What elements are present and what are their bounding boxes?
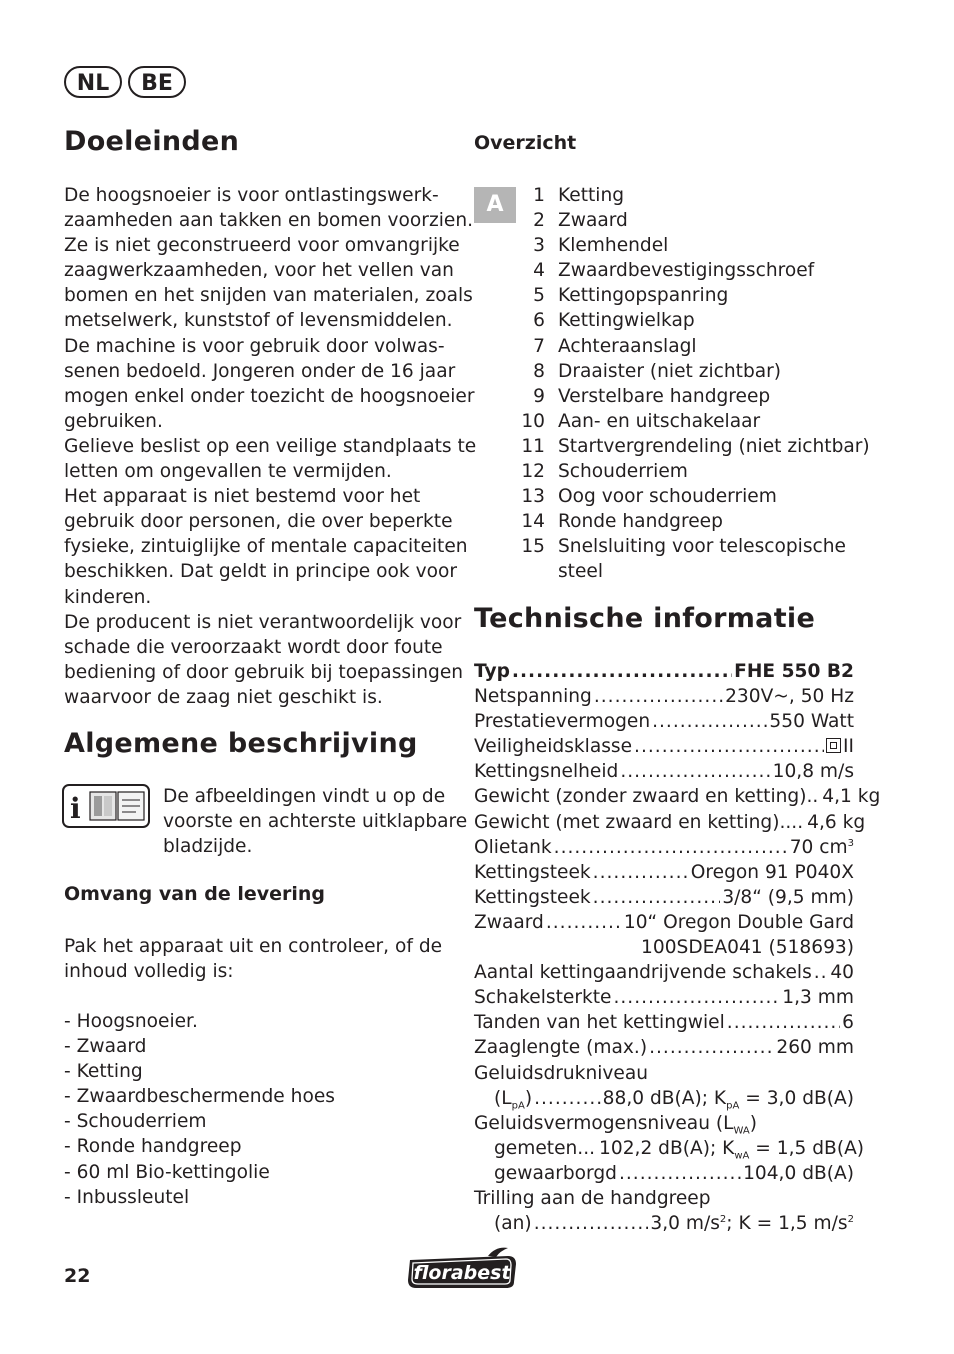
delivery-intro-line: inhoud volledig is: xyxy=(64,961,234,983)
spec-row-vib: (an) ..... 3,0 $m/s^2$; K = 1,5 $m/s^2$ xyxy=(474,1211,854,1236)
overview-item-number: 6 xyxy=(533,310,545,332)
spec-row-bar-cont: 100SDEA041 (518693) xyxy=(641,937,854,959)
overview-item xyxy=(515,359,870,384)
overview-item-label: Snelsluiting voor telescopische xyxy=(558,536,846,558)
heading-omvang-levering: Omvang van de levering xyxy=(64,883,326,905)
overview-item-label: Ketting xyxy=(558,185,625,206)
overview-item-label: Aan- en uitschakelaar xyxy=(558,410,761,432)
overview-item xyxy=(515,534,870,559)
overview-item xyxy=(515,409,870,434)
delivery-item: - Inbussleutel xyxy=(64,1186,190,1208)
overview-item-label: Zwaard xyxy=(558,210,628,232)
overview-item-number: 9 xyxy=(533,385,545,407)
delivery-intro-line: Pak het apparaat uit en controleer, of de xyxy=(64,936,443,957)
heading-doeleinden: Doeleinden xyxy=(64,126,240,157)
overview-item xyxy=(515,509,870,534)
purpose-line: bomen en het snijden van materialen, zoals xyxy=(64,285,473,307)
purpose-line: Het apparaat is niet bestemd voor het xyxy=(64,486,421,508)
overview-item-label: Schouderriem xyxy=(558,461,688,483)
class-ii-icon xyxy=(826,738,841,753)
purpose-line: gebruiken. xyxy=(64,410,163,432)
heading-algemene-beschrijving: Algemene beschrijving xyxy=(64,728,418,759)
overview-item-label: Oog voor schouderriem xyxy=(558,486,777,508)
purpose-line: Ze is niet geconstrueerd voor omvangrijke xyxy=(64,235,460,257)
overview-item-number: 11 xyxy=(521,435,545,457)
general-line: bladzijde. xyxy=(163,836,253,858)
overview-item xyxy=(515,308,870,333)
overview-item xyxy=(515,459,870,484)
purpose-line: beschikken. Dat geldt in principe ook voor xyxy=(64,561,457,583)
svg-text:i: i xyxy=(70,792,81,825)
purpose-line: zaagwerkzaamheden, voor het vellen van xyxy=(64,260,454,282)
general-line: voorste en achterste uitklapbare xyxy=(163,811,468,833)
overview-item xyxy=(515,434,870,459)
spec-row-weight1: Gewicht (zonder zwaard en ketting).. 4,1 kg xyxy=(474,786,881,808)
spec-row-weight2: Gewicht (met zwaard en ketting).... 4,6 kg xyxy=(474,811,866,833)
overview-item-label: steel xyxy=(558,561,604,583)
overview-item xyxy=(515,183,870,208)
spec-row-measured: gemeten... 102,2 dB(A); $K_{wA} = 1,5$ dB(A) xyxy=(494,1137,865,1162)
purpose-line: letten om ongevallen te vermijden. xyxy=(64,461,392,483)
spec-row-spl-label: Geluidsdrukniveau xyxy=(474,1062,649,1084)
purpose-line: gebruik door personen, die over beperkte xyxy=(64,511,453,533)
overview-item-number: 4 xyxy=(533,260,545,282)
heading-overzicht: Overzicht xyxy=(474,132,577,154)
figure-a-badge: A xyxy=(474,187,516,223)
spec-table xyxy=(474,659,881,1236)
overview-item-number: 1 xyxy=(533,185,545,206)
spec-row-teeth: Tanden van het kettingwiel ..... 6 xyxy=(474,1010,854,1035)
svg-text:florabest: florabest xyxy=(413,1262,511,1284)
overview-item-label: Zwaardbevestigingsschroef xyxy=(558,260,815,282)
purpose-line: waarvoor de zaag niet geschikt is. xyxy=(64,686,383,708)
spec-row-swl-label: Geluidsvermogensniveau $(L_{WA})$ xyxy=(474,1112,757,1137)
overview-item-number: 12 xyxy=(521,461,545,483)
purpose-line: bediening of door gebruik bij toepassingen xyxy=(64,661,464,683)
purpose-line: schade die veroorzaakt wordt door foute xyxy=(64,636,443,658)
spec-row-oil: Olietank ..... 70 $cm^3$ xyxy=(474,835,854,860)
overview-item-number: 10 xyxy=(521,410,545,432)
overview-item-number: 5 xyxy=(533,285,545,307)
overview-item-label: Ronde handgreep xyxy=(558,511,723,533)
overview-item xyxy=(515,258,870,283)
overview-item-number: 3 xyxy=(533,235,545,257)
overview-item-label: Draaister (niet zichtbar) xyxy=(558,360,782,382)
overview-item-number: 14 xyxy=(521,511,545,533)
overview-item-number: 13 xyxy=(521,486,545,508)
general-text xyxy=(163,784,467,859)
purpose-line: De hoogsnoeier is voor ontlastingswerk- xyxy=(64,185,439,206)
florabest-logo xyxy=(404,1246,520,1290)
spec-row-voltage: Netspanning ..... 230V~, 50 Hz xyxy=(474,684,854,709)
spec-row-pitch2: Kettingsteek ..... 3/8“ (9,5 mm) xyxy=(474,885,854,910)
overview-item xyxy=(515,283,870,308)
purpose-line: fysieke, zintuiglijke of mentale capaciteiten xyxy=(64,536,468,558)
spec-row-power: Prestatievermogen ..... 550 Watt xyxy=(474,709,854,734)
overview-item-label: Verstelbare handgreep xyxy=(558,385,771,407)
spec-row-chainspeed: Kettingsnelheid ..... 10,8 m/s xyxy=(474,759,854,784)
delivery-list xyxy=(64,1009,335,1210)
spec-row-gauge: Schakelsterkte ..... 1,3 mm xyxy=(474,985,854,1010)
spec-row-cutlen: Zaaglengte (max.) ..... 260 mm xyxy=(474,1035,854,1060)
spec-row-spl: $(L_{pA})$ ..... 88,0 dB(A); $K_{pA} = 3,0$ dB(A) xyxy=(474,1086,854,1111)
purpose-line: De producent is niet verantwoordelijk voor xyxy=(64,611,462,633)
overview-item-number xyxy=(515,559,545,584)
purpose-text xyxy=(64,183,476,710)
overview-item-number: 8 xyxy=(533,360,545,382)
delivery-item: - Zwaard xyxy=(64,1036,147,1058)
overview-list xyxy=(515,183,870,585)
purpose-line: mogen enkel onder toezicht de hoogsnoeier xyxy=(64,385,475,407)
overview-item-number: 7 xyxy=(533,335,545,357)
page-number: 22 xyxy=(64,1265,91,1287)
overview-item-label: Achteraanslagl xyxy=(558,335,697,357)
spec-row-vib-label: Trilling aan de handgreep xyxy=(474,1187,711,1209)
overview-item xyxy=(515,384,870,409)
badge-nl: NL xyxy=(64,66,122,98)
overview-item-label: Startvergrendeling (niet zichtbar) xyxy=(558,435,870,457)
purpose-line: senen bedoeld. Jongeren onder de 16 jaar xyxy=(64,360,456,382)
overview-item-label: Kettingopspanring xyxy=(558,285,729,307)
overview-item xyxy=(515,233,870,258)
purpose-line: zaamheden aan takken en bomen voorzien. xyxy=(64,210,474,232)
spec-row-guaranteed: gewaarborgd ..... 104,0 dB(A) xyxy=(474,1161,854,1186)
info-book-icon xyxy=(62,784,150,828)
heading-technische-informatie: Technische informatie xyxy=(474,603,816,634)
overview-item xyxy=(515,334,870,359)
delivery-item: - Hoogsnoeier. xyxy=(64,1011,198,1032)
delivery-intro xyxy=(64,934,442,984)
delivery-item: - Ketting xyxy=(64,1061,143,1083)
general-line: De afbeeldingen vindt u op de xyxy=(163,786,446,807)
spec-row-links: Aantal kettingaandrijvende schakels ..... 40 xyxy=(474,960,854,985)
overview-item-number: 2 xyxy=(533,210,545,232)
delivery-item: - Schouderriem xyxy=(64,1111,207,1133)
purpose-line: kinderen. xyxy=(64,586,152,608)
purpose-line: De machine is voor gebruik door volwas- xyxy=(64,335,445,357)
delivery-item: - 60 ml Bio-kettingolie xyxy=(64,1161,270,1183)
spec-row-pitch1: Kettingsteek ..... Oregon 91 P040X xyxy=(474,860,854,885)
spec-row-class: Veiligheidsklasse ..... II xyxy=(474,734,854,759)
overview-item-label: Kettingwielkap xyxy=(558,310,695,332)
overview-item-number: 15 xyxy=(521,536,545,558)
spec-row-bar: Zwaard ..... 10“ Oregon Double Gard xyxy=(474,910,854,935)
purpose-line: metselwerk, kunststof of levensmiddelen. xyxy=(64,310,453,332)
overview-item xyxy=(515,484,870,509)
purpose-line: Gelieve beslist op een veilige standplaats te xyxy=(64,435,477,457)
overview-item-label: Klemhendel xyxy=(558,235,669,257)
delivery-item: - Ronde handgreep xyxy=(64,1136,242,1158)
badge-be: BE xyxy=(128,66,186,98)
overview-item xyxy=(515,559,870,584)
overview-item xyxy=(515,208,870,233)
spec-row-type: Typ ..... FHE 550 B2 xyxy=(474,659,854,684)
delivery-item: - Zwaardbeschermende hoes xyxy=(64,1086,335,1108)
